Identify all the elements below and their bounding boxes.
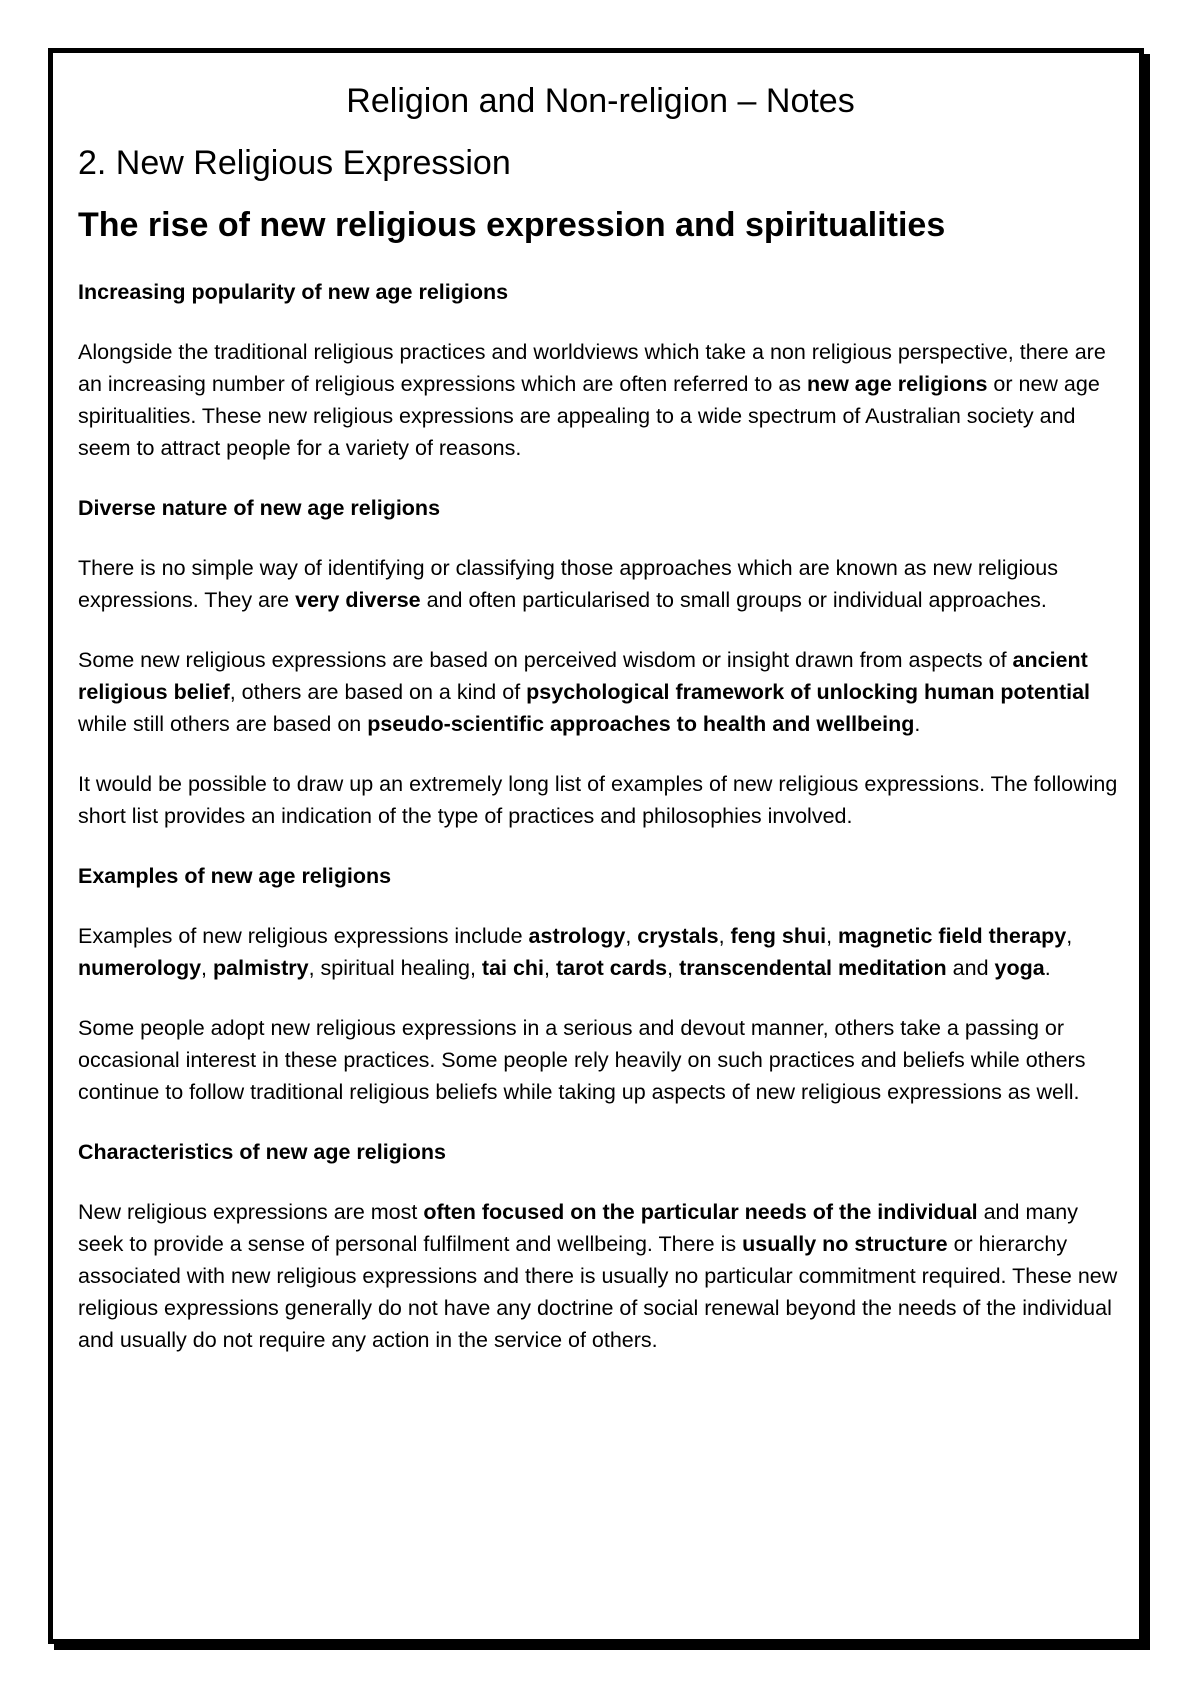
bold-term: ancient religious belief	[78, 647, 1088, 704]
text-run: while still others are based on	[78, 711, 368, 736]
page-content	[78, 71, 1123, 1356]
bold-term: tai chi	[481, 955, 545, 980]
text-run: , spiritual healing,	[308, 955, 482, 980]
heading-examples: Examples of new age religions	[78, 863, 392, 888]
paragraph-characteristics	[78, 1196, 1123, 1356]
page-frame	[48, 48, 1144, 1644]
paragraph-diverse-1	[78, 552, 1123, 616]
paragraph-diverse-2	[78, 644, 1123, 740]
heading-diverse: Diverse nature of new age religions	[78, 495, 441, 520]
text-run: New religious expressions are most	[78, 1199, 424, 1224]
bold-term: pseudo-scientific approaches to health and wellbeing	[367, 711, 915, 736]
text-run: and often particularised to small groups or individual approaches.	[420, 587, 1047, 612]
text-run: .	[1044, 955, 1051, 980]
bold-term: tarot cards	[556, 955, 668, 980]
bold-term: very diverse	[295, 587, 421, 612]
text-run: ,	[201, 955, 213, 980]
paragraph-examples-2: Some people adopt new religious expressions in a serious and devout manner, others take a passing or occasional interest in these practices. Some people rely heavily on such practices and beliefs while others continue to follow traditional religious beliefs while taking up aspects of new religious expressions as well.	[78, 1015, 1086, 1104]
paragraph-examples-1	[78, 920, 1123, 984]
document-title: Religion and Non-religion – Notes	[346, 82, 855, 120]
heading-popularity: Increasing popularity of new age religions	[78, 279, 509, 304]
section-title: 2. New Religious Expression	[78, 144, 511, 183]
bold-term: new age religions	[807, 371, 988, 396]
text-run: .	[914, 711, 921, 736]
topic-title: The rise of new religious expression and spiritualities	[78, 206, 946, 245]
heading-characteristics: Characteristics of new age religions	[78, 1139, 447, 1164]
text-run: and	[946, 955, 995, 980]
bold-term: transcendental meditation	[679, 955, 947, 980]
bold-term: feng shui	[730, 923, 827, 948]
bold-term: psychological framework of unlocking human potential	[526, 679, 1091, 704]
text-run: Some new religious expressions are based on perceived wisdom or insight drawn from aspects of	[78, 647, 1013, 672]
text-run: or hierarchy associated with new religious expressions and there is usually no particular commitment required. These new religious expressions generally do not have any doctrine of social renewal beyond the needs of the individual and usually do not require any action in the service of others.	[78, 1231, 1118, 1352]
bold-term: magnetic field therapy	[838, 923, 1067, 948]
bold-term: astrology	[528, 923, 626, 948]
bold-term: palmistry	[213, 955, 309, 980]
text-run: , others are based on a kind of	[229, 679, 527, 704]
text-run: ,	[718, 923, 731, 948]
text-run: ,	[1066, 923, 1073, 948]
text-run: ,	[544, 955, 556, 980]
bold-term: numerology	[78, 955, 202, 980]
text-run: Alongside the traditional religious practices and worldviews which take a non religious perspective, there are an increasing number of religious expressions which are often referred to as	[78, 339, 1106, 396]
bold-term: usually no structure	[742, 1231, 948, 1256]
text-run: or new age spiritualities. These new religious expressions are appealing to a wide spectrum of Australian society and seem to attract people for a variety of reasons.	[78, 371, 1100, 460]
text-run: There is no simple way of identifying or classifying those approaches which are known as new religious expressions. They are	[78, 555, 1058, 612]
text-run: and many seek to provide a sense of personal fulfilment and wellbeing. There is	[78, 1199, 1079, 1256]
text-run: Examples of new religious expressions include	[78, 923, 529, 948]
bold-term: crystals	[637, 923, 719, 948]
paragraph-diverse-3: It would be possible to draw up an extremely long list of examples of new religious expressions. The following short list provides an indication of the type of practices and philosophies involved.	[78, 771, 1118, 828]
text-run: ,	[625, 923, 638, 948]
text-run: ,	[667, 955, 680, 980]
paragraph-popularity	[78, 336, 1123, 464]
bold-term: yoga	[994, 955, 1045, 980]
bold-term: often focused on the particular needs of the individual	[423, 1199, 978, 1224]
text-run: ,	[826, 923, 839, 948]
